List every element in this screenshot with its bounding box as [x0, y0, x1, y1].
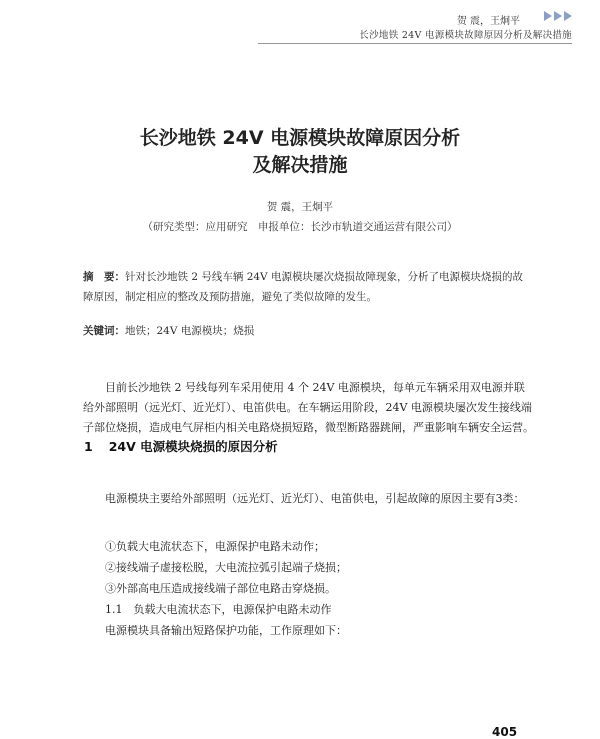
- abstract-label: 摘 要：: [83, 271, 125, 283]
- arrow-right-icon: [544, 11, 572, 21]
- paper-meta: （研究类型：应用研究 申报单位：长沙市轨道交通运营有限公司）: [142, 221, 458, 233]
- paper-authors: 贺 震，王炯平: [266, 201, 334, 213]
- page-number: 405: [492, 725, 518, 739]
- header-divider: [258, 43, 572, 44]
- keywords: [83, 321, 531, 341]
- section-title: 24V 电源模块烧损的原因分析: [108, 439, 278, 454]
- abstract: [83, 267, 531, 307]
- running-header-authors: 贺 震，王炯平: [456, 16, 520, 27]
- paper-title-line1: 长沙地铁 24V 电源模块故障原因分析: [139, 127, 461, 149]
- list-item: ③外部高电压造成接线端子部位电路击穿烧损。: [105, 582, 336, 595]
- list-item: ①负载大电流状态下，电源保护电路未动作；: [105, 540, 325, 553]
- abstract-text: 针对长沙地铁 2 号线车辆 24V 电源模块屡次烧损故障现象，分析了电源模块烧损的故障原因，制定相应的整改及预防措施，避免了类似故障的发生。: [83, 271, 523, 303]
- list-item: ②接线端子虚接松脱，大电流拉弧引起端子烧损；: [105, 561, 347, 574]
- keywords-text: 地铁；24V 电源模块；烧损: [125, 325, 255, 337]
- section-number: 1: [84, 439, 93, 454]
- keywords-label: 关键词：: [83, 325, 125, 337]
- paper-title-line2: 及解决措施: [252, 154, 348, 176]
- section-last-line: 电源模块具备输出短路保护功能，工作原理如下：: [105, 624, 347, 637]
- intro-paragraph: 目前长沙地铁 2 号线每列车采用使用 4 个 24V 电源模块，每单元车辆采用双电源并联给外部照明（远光灯、近光灯）、电笛供电。在车辆运用阶段，24V 电源模块屡次发生接线端子部位烧损，造成电气屏柜内相关电路烧损短路，微型断路器跳闸，严重影响车辆安全运营。: [83, 381, 534, 434]
- subsection-heading: 1.1 负载大电流状态下，电源保护电路未动作: [105, 603, 332, 616]
- section-paragraph: 电源模块主要给外部照明（远光灯、近光灯）、电笛供电，引起故障的原因主要有3类：: [105, 492, 525, 505]
- section-heading: [84, 437, 278, 455]
- running-header-title: 长沙地铁 24V 电源模块故障原因分析及解决措施: [359, 30, 572, 41]
